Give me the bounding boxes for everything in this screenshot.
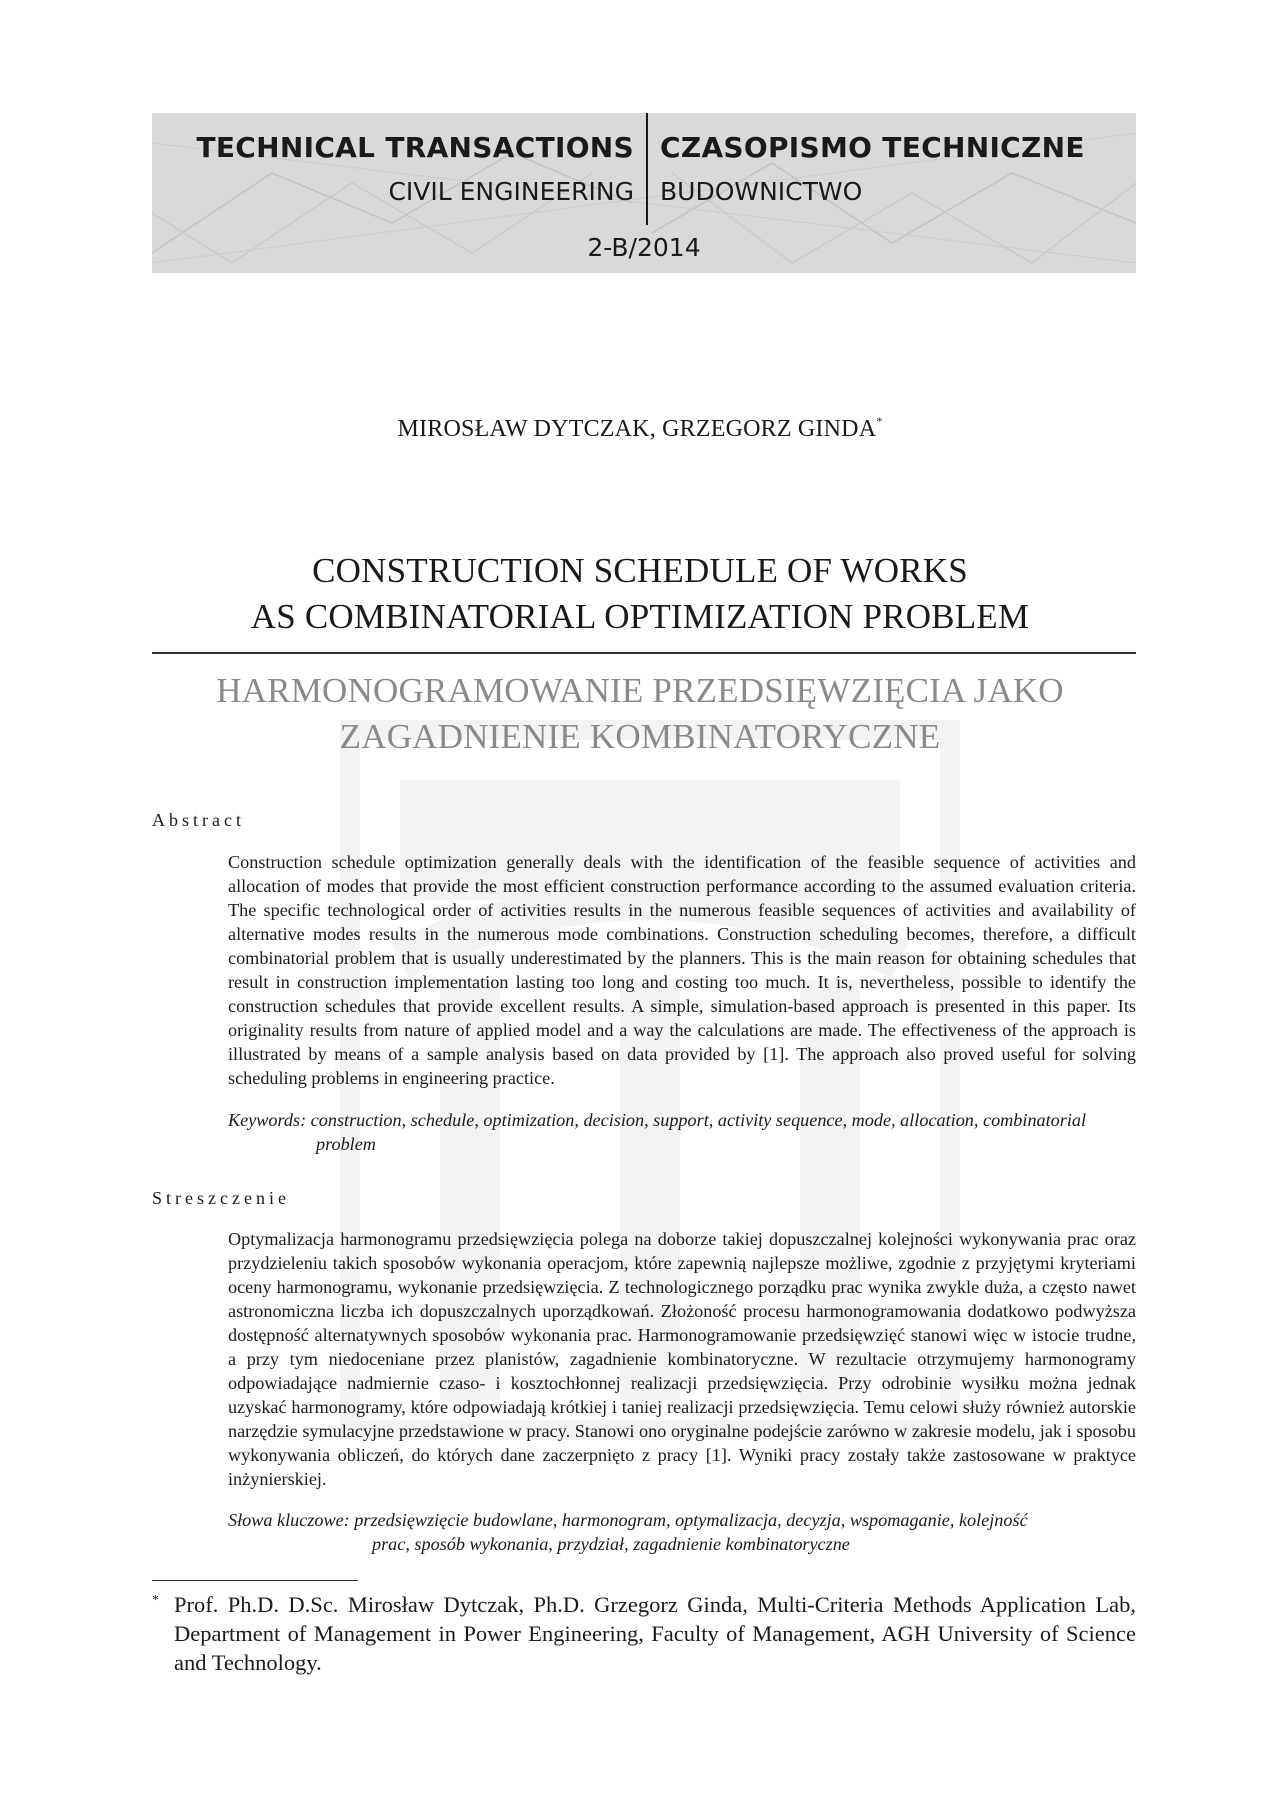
author-footnote — [152, 1590, 1136, 1677]
footnote-text: Prof. Ph.D. D.Sc. Mirosław Dytczak, Ph.D. Grzegorz Ginda, Multi-Criteria Methods Application Lab, Department of Management in Power Engineering, Faculty of Management, AGH University of Science and Technology. — [174, 1592, 1136, 1675]
authors-footnote-mark: * — [876, 414, 883, 428]
keywords-polish — [228, 1508, 1136, 1556]
authors-names: MIROSŁAW DYTCZAK, GRZEGORZ GINDA — [397, 416, 877, 442]
keywords-english-line-2: problem — [316, 1134, 376, 1154]
keywords-polish-line-2: prac, sposób wykonania, przydział, zagadnienie kombinatoryczne — [372, 1534, 850, 1554]
journal-title-pl: CZASOPISMO TECHNICZNE — [660, 131, 1085, 164]
title-polish-line-1: HARMONOGRAMOWANIE PRZEDSIĘWZIĘCIA JAKO — [216, 671, 1064, 710]
title-english-line-2: AS COMBINATORIAL OPTIMIZATION PROBLEM — [250, 597, 1030, 636]
title-polish — [0, 668, 1280, 760]
authors-line — [0, 416, 1280, 443]
keywords-english-line-1: Keywords: construction, schedule, optimization, decision, support, activity sequence, mode, allocation, combinatorial — [228, 1110, 1087, 1130]
journal-issue: 2-B/2014 — [587, 233, 701, 262]
keywords-english — [228, 1108, 1136, 1156]
footnote-divider — [152, 1580, 358, 1581]
journal-title-en: TECHNICAL TRANSACTIONS — [196, 131, 634, 164]
streszczenie-heading: Streszczenie — [152, 1188, 290, 1208]
title-polish-line-2: ZAGADNIENIE KOMBINATORYCZNE — [339, 717, 941, 756]
journal-series-pl: BUDOWNICTWO — [660, 177, 863, 206]
title-english — [0, 548, 1280, 640]
journal-series-en: CIVIL ENGINEERING — [388, 177, 634, 206]
footnote-mark: * — [152, 1593, 159, 1608]
header-divider — [646, 113, 648, 225]
abstract-heading: Abstract — [152, 810, 245, 830]
streszczenie-text: Optymalizacja harmonogramu przedsięwzięcia polega na doborze takiej dopuszczalnej kolejności wykonywania prac oraz przydzieleniu takich sposobów wykonania operacjom, które zapewnią najlepsze możliwe, zgodnie z przyjętymi kryteriami oceny harmonogramu, wykonanie przedsięwzięcia. Z technologicznego porządku prac wynika zwykle duża, a często nawet astronomiczna liczba ich dopuszczalnych uporządkowań. Złożoność procesu harmonogramowania dodatkowo podwyższa dostępność alternatywnych sposobów wykonania prac. Harmonogramowanie przedsięwzięć stanowi więc w istocie trudne, a przy tym niedoceniane przez planistów, zagadnienie kombinatoryczne. W rezultacie otrzymujemy harmonogramy odpowiadające nadmiernie czaso- i kosztochłonnej realizacji przedsięwzięcia. Przy odrobinie wysiłku można jednak uzyskać harmonogramy, które odpowiadają krótkiej i taniej realizacji przedsięwzięcia. Temu celowi służy również autorskie narzędzie symulacyjne przedstawione w pracy. Stanowi ono oryginalne podejście zarówno w zakresie modelu, jak i sposobu wykonywania obliczeń, do których dane zaczerpnięto z pracy [1]. Wyniki pracy zostały także zastosowane w praktyce inżynierskiej. — [228, 1229, 1136, 1489]
title-english-line-1: CONSTRUCTION SCHEDULE OF WORKS — [312, 551, 968, 590]
abstract-text: Construction schedule optimization generally deals with the identification of the feasible sequence of activities and allocation of modes that provide the most efficient construction performance according to the assumed evaluation criteria. The specific technological order of activities results in the numerous feasible sequences of activities and availability of alternative modes results in the numerous mode combinations. Construction scheduling becomes, therefore, a difficult combinatorial problem that is usually underestimated by the planners. This is the main reason for obtaining schedules that result in construction implementation lasting too long and costing too much. It is, nevertheless, possible to identify the construction schedules that provide excellent results. A simple, simulation-based approach is presented in this paper. Its originality results from nature of applied model and a way the calculations are made. The effectiveness of the approach is illustrated by means of a sample analysis based on data provided by [1]. The approach also proved useful for solving scheduling problems in engineering practice. — [228, 852, 1136, 1088]
title-divider — [152, 652, 1136, 654]
keywords-polish-line-1: Słowa kluczowe: przedsięwzięcie budowlane, harmonogram, optymalizacja, decyzja, wspomaganie, kolejność — [228, 1510, 1028, 1530]
journal-header — [152, 113, 1136, 273]
